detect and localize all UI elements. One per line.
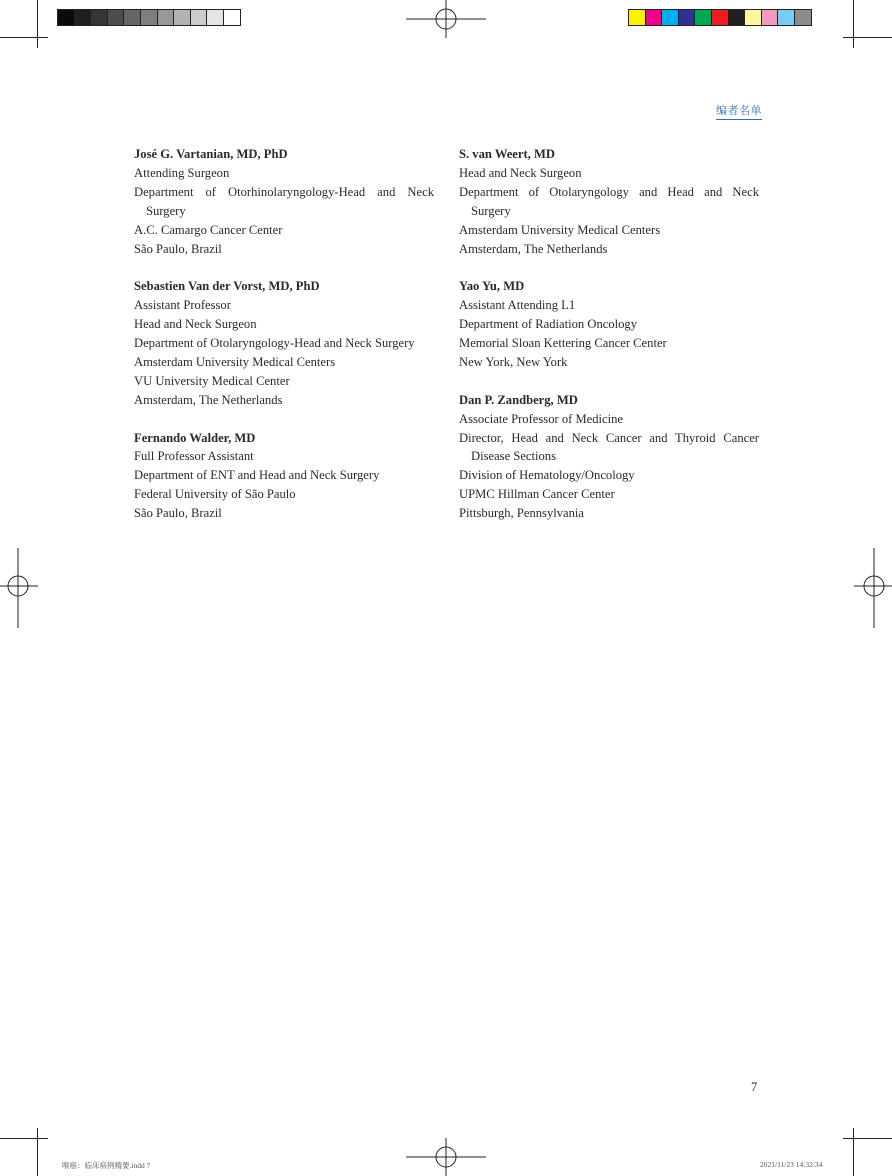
registration-target-icon	[406, 0, 486, 40]
color-swatch	[711, 9, 729, 26]
contributor-entry	[134, 277, 434, 409]
crop-mark	[37, 1128, 38, 1176]
contributor-affiliation-line: Division of Hematology/Oncology	[459, 468, 635, 483]
color-swatch	[744, 9, 762, 26]
gray-swatch	[173, 9, 191, 26]
gray-swatch	[223, 9, 241, 26]
color-swatch	[794, 9, 812, 26]
gray-swatch	[206, 9, 224, 26]
color-swatch	[694, 9, 712, 26]
gray-swatch	[74, 9, 92, 26]
registration-target-icon	[406, 1136, 486, 1176]
contributor-affiliation-line: Amsterdam, The Netherlands	[459, 241, 608, 256]
gray-swatch	[123, 9, 141, 26]
contributor-affiliation-line: São Paulo, Brazil	[134, 506, 222, 521]
crop-mark	[0, 1138, 48, 1139]
color-swatch	[728, 9, 746, 26]
contributor-name: Fernando Walder, MD	[134, 430, 256, 445]
gray-swatch	[140, 9, 158, 26]
footer-file-slug: 喉癌：临床病例精要.indd 7	[62, 1161, 151, 1170]
contributor-affiliation-line: Amsterdam University Medical Centers	[134, 354, 336, 369]
contributor-entry	[459, 145, 759, 258]
contributor-affiliation-line: Full Professor Assistant	[134, 449, 254, 464]
running-header: 编者名单	[716, 102, 762, 120]
page-number: 7	[751, 1080, 758, 1094]
gray-swatch	[107, 9, 125, 26]
crop-mark	[843, 1138, 892, 1139]
crop-mark	[853, 1128, 854, 1176]
contributor-affiliation-line: A.C. Camargo Cancer Center	[134, 222, 283, 237]
registration-target-icon	[852, 548, 892, 628]
crop-mark	[0, 37, 48, 38]
contributor-affiliation-line: Assistant Attending L1	[459, 298, 576, 313]
color-swatch	[777, 9, 795, 26]
color-swatch	[761, 9, 779, 26]
gray-swatch	[57, 9, 75, 26]
gray-swatch	[157, 9, 175, 26]
contributor-affiliation-line: Head and Neck Surgeon	[134, 317, 257, 332]
contributor-entry	[134, 429, 434, 524]
contributor-entry	[459, 391, 759, 523]
color-calibration-bar	[628, 9, 811, 26]
contributor-entry	[459, 277, 759, 372]
contributor-name: S. van Weert, MD	[459, 147, 555, 161]
grayscale-calibration-bar	[57, 9, 240, 26]
contributor-affiliation-line: VU University Medical Center	[134, 373, 290, 388]
contributor-affiliation-line: Associate Professor of Medicine	[459, 411, 624, 426]
contributor-affiliation-line: Department of Otolaryngology and Head and Neck Surgery	[459, 184, 759, 218]
contributor-affiliation-line: Department of Otorhinolaryngology-Head and Neck Surgery	[134, 184, 434, 218]
footer-timestamp: 2021/11/23 14:32:34	[760, 1160, 823, 1169]
crop-mark	[843, 37, 892, 38]
contributor-affiliation-line: Director, Head and Neck Cancer and Thyroid Cancer Disease Sections	[459, 430, 759, 464]
contributor-affiliation-line: Department of Otolaryngology-Head and Neck Surgery	[134, 336, 415, 351]
color-swatch	[678, 9, 696, 26]
contributor-affiliation-line: São Paulo, Brazil	[134, 241, 222, 256]
contributor-affiliation-line: Pittsburgh, Pennsylvania	[459, 506, 585, 521]
contributor-name: Yao Yu, MD	[459, 279, 525, 294]
contributor-name: Sebastien Van der Vorst, MD, PhD	[134, 279, 320, 294]
contributors-right-column	[459, 145, 759, 542]
gray-swatch	[90, 9, 108, 26]
contributor-affiliation-line: Assistant Professor	[134, 298, 231, 313]
contributor-name: José G. Vartanian, MD, PhD	[134, 147, 288, 161]
contributor-affiliation-line: Amsterdam, The Netherlands	[134, 392, 283, 407]
contributors-left-column	[134, 145, 434, 542]
contributor-affiliation-line: Memorial Sloan Kettering Cancer Center	[459, 336, 667, 351]
contributor-entry	[134, 145, 434, 258]
contributor-affiliation-line: Head and Neck Surgeon	[459, 165, 582, 180]
contributor-affiliation-line: New York, New York	[459, 354, 568, 369]
gray-swatch	[190, 9, 208, 26]
color-swatch	[661, 9, 679, 26]
contributor-affiliation-line: Attending Surgeon	[134, 165, 230, 180]
contributor-affiliation-line: Federal University of São Paulo	[134, 487, 296, 502]
crop-mark	[853, 0, 854, 48]
registration-target-icon	[0, 548, 40, 628]
contributor-affiliation-line: Department of Radiation Oncology	[459, 317, 638, 332]
contributor-affiliation-line: UPMC Hillman Cancer Center	[459, 487, 615, 502]
contributor-name: Dan P. Zandberg, MD	[459, 392, 578, 407]
contributor-affiliation-line: Department of ENT and Head and Neck Surgery	[134, 468, 380, 483]
color-swatch	[628, 9, 646, 26]
color-swatch	[645, 9, 663, 26]
crop-mark	[37, 0, 38, 48]
contributor-affiliation-line: Amsterdam University Medical Centers	[459, 222, 661, 237]
